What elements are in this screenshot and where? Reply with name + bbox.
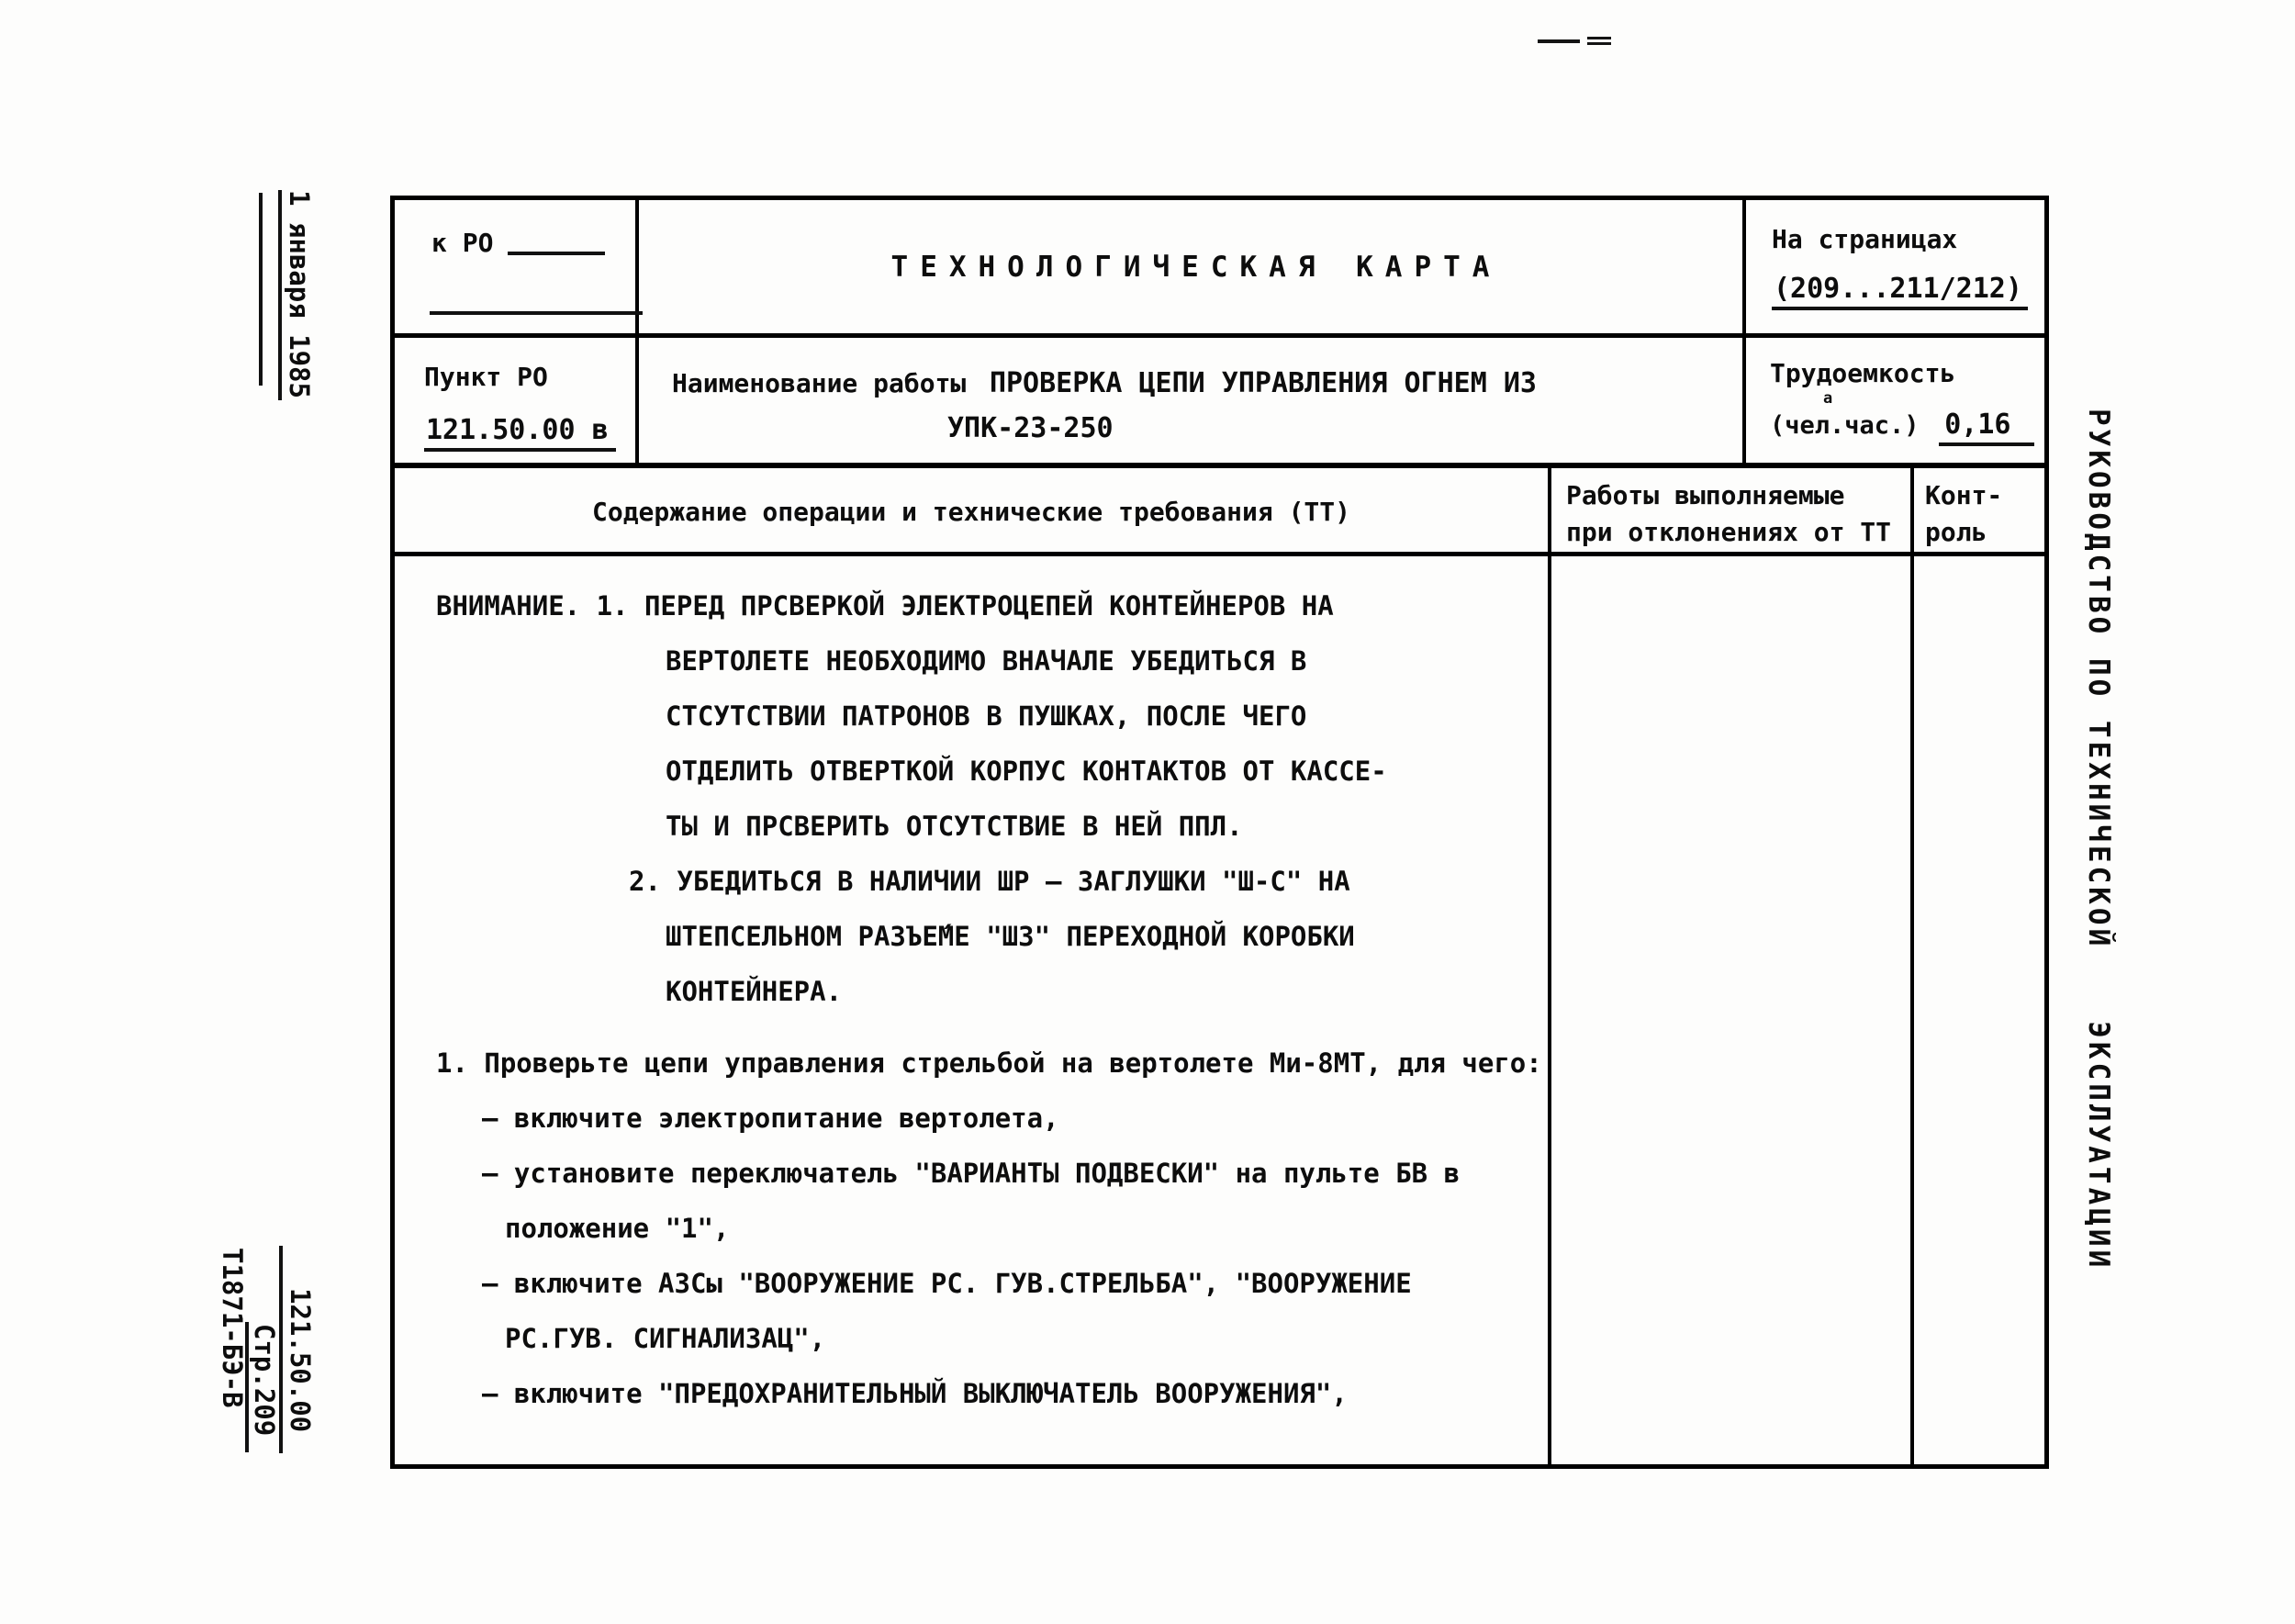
attention-line: ВНИМАНИЕ. 1. ПЕРЕД ПРСВЕРКОЙ ЭЛЕКТРОЦЕПЕЙ КОНТЕЙНЕРОВ НА — [436, 590, 1334, 622]
tech-card-table — [390, 196, 2049, 1469]
card-title-cell — [639, 200, 1746, 338]
control-column — [1914, 556, 2044, 1464]
procedure-line: 1. Проверьте цепи управления стрельбой на вертолете Ми-8МТ, для чего: — [436, 1047, 1542, 1079]
date-stamp-text: 1 января 1985 — [278, 190, 315, 400]
work-name-line1 — [672, 367, 1742, 399]
labor-cell — [1746, 338, 2044, 468]
labor-units: (чел.час.) — [1770, 411, 1920, 440]
page-ref-text: Стр.209 — [245, 1322, 279, 1452]
deviations-column — [1551, 556, 1914, 1464]
labor-line2 — [1770, 409, 2044, 446]
procedure-line: – включите АЗСы "ВООРУЖЕНИЕ РС. ГУВ.СТРЕЛЬБА", "ВООРУЖЕНИЕ — [482, 1268, 1412, 1299]
work-name-line2: УПК-23-250 — [947, 412, 1114, 444]
operation-content-column — [395, 556, 1551, 1464]
attention-line: СТСУТСТВИИ ПАТРОНОВ В ПУШКАХ, ПОСЛЕ ЧЕГО — [666, 700, 1307, 732]
procedure-line: – включите "ПРЕДОХРАНИТЕЛЬНЫЙ ВЫКЛЮЧАТЕЛЬ ВООРУЖЕНИЯ", — [482, 1378, 1348, 1409]
procedure-line: РС.ГУВ. СИГНАЛИЗАЦ", — [505, 1323, 826, 1354]
ro-item-label: Пункт РО — [424, 362, 548, 392]
labor-value: 0,16 — [1939, 409, 2034, 446]
labor-label: Трудоемкость — [1770, 358, 1956, 388]
ro-item-cell — [395, 338, 639, 468]
column-header-content — [395, 468, 1551, 556]
top-fold-marks — [1538, 37, 1611, 45]
doc-number-row — [279, 1246, 315, 1453]
column-header-deviations — [1551, 468, 1914, 556]
procedure-line: положение "1", — [505, 1213, 730, 1244]
manual-side-title — [2073, 409, 2115, 1271]
procedure-line: – включите электропитание вертолета, — [482, 1103, 1059, 1134]
date-stamp-rule — [259, 193, 263, 386]
to-ro-cell — [395, 200, 639, 338]
work-name-cell — [639, 338, 1746, 468]
column-header-control-line1: Конт- — [1925, 480, 2003, 510]
dash-mark — [1538, 39, 1580, 43]
manual-side-title-part2: ЭКСПЛУАТАЦИИ — [2082, 1021, 2115, 1271]
pages-cell — [1746, 200, 2044, 338]
form-code-row — [215, 1246, 247, 1453]
to-ro-blank-line — [508, 252, 605, 255]
doc-number-stamp — [216, 1246, 315, 1453]
work-name-value: ПРОВЕРКА ЦЕПИ УПРАВЛЕНИЯ ОГНЕМ ИЗ — [989, 367, 1537, 399]
attention-line: 2. УБЕДИТЬСЯ В НАЛИЧИИ ШР – ЗАГЛУШКИ "Ш-С" НА — [629, 866, 1350, 897]
date-stamp — [254, 190, 315, 396]
page-ref-row — [247, 1246, 279, 1453]
attention-line: КОНТЕЙНЕРА. — [666, 976, 843, 1007]
attention-line: ОТДЕЛИТЬ ОТВЕРТКОЙ КОРПУС КОНТАКТОВ ОТ КАССЕ- — [666, 756, 1387, 787]
attention-line: ТЫ И ПРСВЕРИТЬ ОТСУТСТВИЕ В НЕЙ ППЛ. — [666, 811, 1243, 842]
ro-item-value: 121.50.00 в — [424, 414, 616, 452]
column-header-deviations-line2: при отклонениях от ТТ — [1566, 517, 1892, 547]
pages-label: На страницах — [1772, 224, 1958, 254]
column-header-control — [1914, 468, 2044, 556]
column-header-deviations-line1: Работы выполняемые — [1566, 480, 1845, 510]
form-code-text: Т1871-БЭ-В — [217, 1248, 248, 1408]
to-ro-label: к РО — [431, 228, 494, 258]
procedure-line: – установите переключатель "ВАРИАНТЫ ПОДВЕСКИ" на пульте БВ в — [482, 1158, 1461, 1189]
column-header-content-text: Содержание операции и технические требования (ТТ) — [591, 497, 1350, 527]
pages-value: (209...211/212) — [1772, 273, 2028, 310]
page-title: ТЕХНОЛОГИЧЕСКАЯ КАРТА — [890, 250, 1502, 284]
to-ro-bottom-rule — [430, 311, 643, 315]
double-dash-mark — [1587, 37, 1611, 45]
column-header-control-line2: роль — [1925, 517, 1987, 547]
doc-number-text: 121.50.00 — [285, 1288, 316, 1433]
attention-line: ШТЕПСЕЛЬНОМ РАЗЪЕ́МЕ "ШЗ" ПЕРЕХОДНОЙ КОРОБКИ — [666, 921, 1355, 952]
work-name-label: Наименование работы — [672, 368, 967, 398]
attention-line: ВЕРТОЛЕТЕ НЕОБХОДИМО ВНАЧАЛЕ УБЕДИТЬСЯ В — [666, 645, 1307, 677]
handwritten-mark: а — [1823, 389, 1833, 408]
manual-side-title-part1: РУКОВОДСТВО ПО ТЕХНИЧЕСКОЙ — [2082, 409, 2115, 950]
